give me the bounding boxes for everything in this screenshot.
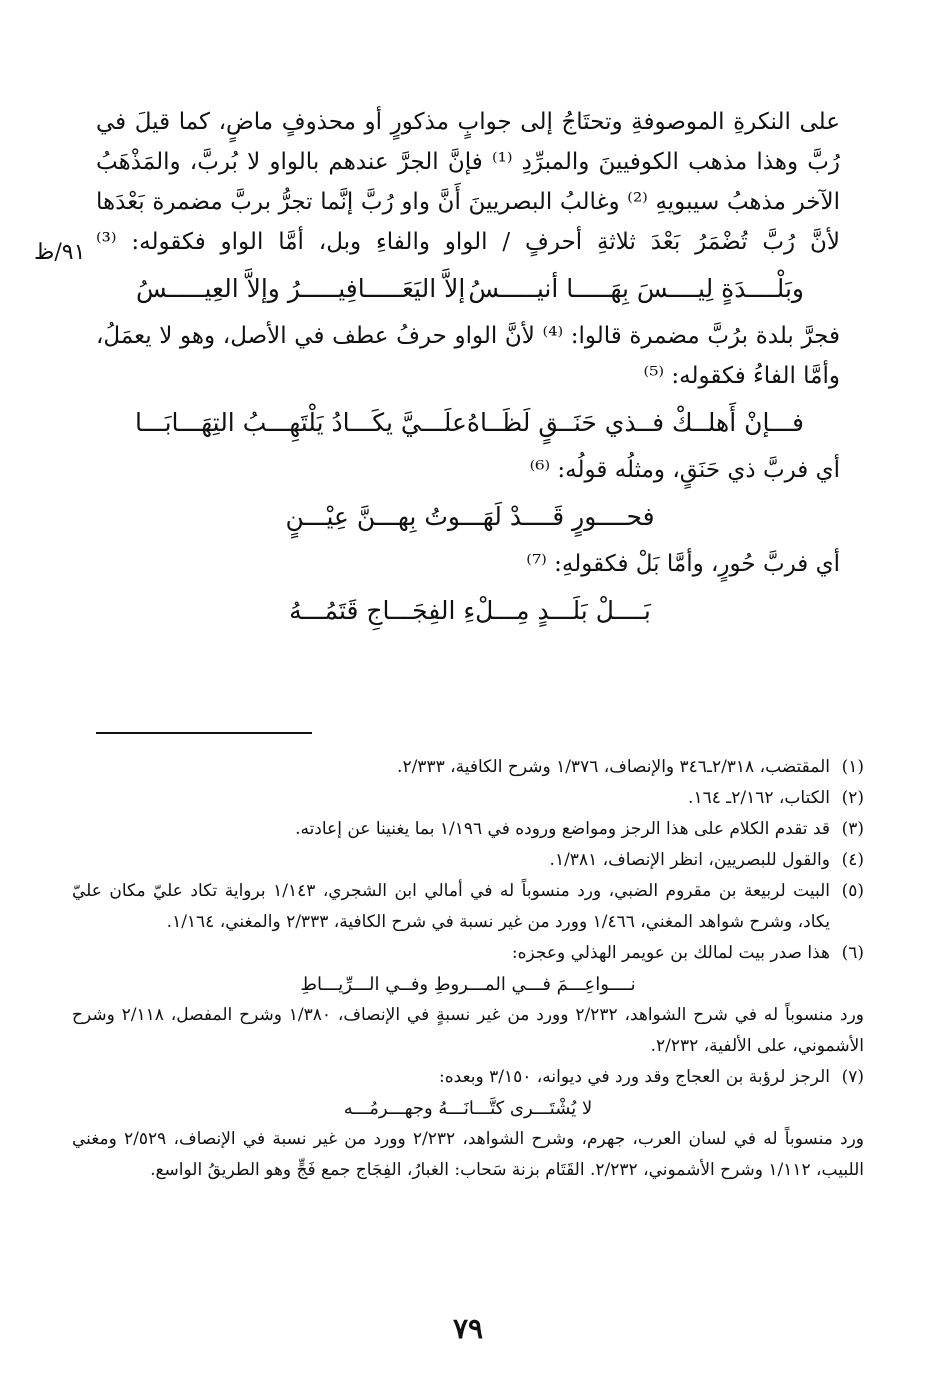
footnote-7-continuation: ورد منسوباً له في لسان العرب، جهرم، وشرح الشواهد، ٢/٢٣٢ وورد من غير نسبة في الإنصاف، ٢/٥٢٩ ومغني اللبيب، ١/١١٢ وشرح الأشموني، ٢/٢٣٢. القَتَام بزنة سَحاب: الغبارُ، الفِجَاج جمع فَجٍّ وهو الطريقُ الواسع. bbox=[72, 1129, 864, 1180]
page-number: ٧٩ bbox=[452, 1312, 484, 1345]
footnote-number: (٧) bbox=[841, 1067, 864, 1087]
footnote-6 bbox=[72, 938, 864, 969]
verse-3 bbox=[136, 490, 804, 544]
manuscript-folio-marker: ٩١/ظ bbox=[34, 240, 86, 265]
paragraph-1: على النكرةِ الموصوفةِ وتحتَاجُ إلى جوابٍ مذكورٍ أو محذوفٍ ماضٍ، كما قيلَ في رُبَّ وهذا مذهب الكوفيينَ والمبرِّدِ ⁽¹⁾ فإنَّ الجرَّ عندهم بالواو لا بُربَّ، والمَذْهَبُ الآخر مذهبُ سيبويهِ ⁽²⁾ وغالبُ البصريينَ أَنَّ واو رُبَّ إنَّما تجرُّ بربَّ مضمرة بَعْدَها لأنَّ رُبَّ تُضْمَرُ بَعْدَ ثلاثةِ أحرفٍ / الواو والفاءِ وبل، أمَّا الواو فكقوله: ⁽³⁾ bbox=[96, 109, 840, 255]
footnote-1 bbox=[72, 752, 864, 783]
verse-3-hemistich: فحــــورٍ قَــــدْ لَهَـــوتُ بِهـــنَّ عِيْـــنٍ bbox=[285, 502, 655, 531]
verse-2-first-hemistich: فـــإنْ أَهلــكْ فــذي حَنَــقٍ لَظَــاهُ bbox=[466, 408, 804, 437]
paragraph-4: أي فربَّ حُورٍ، وأمَّا بَلْ فكقولهِ: ⁽⁷⁾ bbox=[526, 551, 840, 577]
footnote-7 bbox=[72, 1062, 864, 1093]
footnote-7-verse: لا يُشْتَـــرى كتَّـــانَـــهُ وجهـــرمُـــه bbox=[343, 1098, 593, 1119]
verse-2-second-hemistich: علَـــيَّ يكَـــادُ يَلْتَهِـــبُ التِهَـــابَـــا bbox=[134, 408, 467, 437]
footnote-text: هذا صدر بيت لمالك بن عويمر الهذلي وعجزه: bbox=[511, 943, 830, 963]
footnote-6-continuation: ورد منسوباً له في شرح الشواهد، ٢/٢٣٢ وورد من غير نسبةٍ في الإنصاف، ١/٣٨٠ وشرح المفصل، ٢/١١٨ وشرح الأشموني، على الألفية، ٢/٢٣٢. bbox=[72, 1005, 864, 1056]
footnote-3 bbox=[72, 814, 864, 845]
verse-1 bbox=[136, 262, 804, 316]
verse-1-first-hemistich: وبَلْــــدَةٍ لِيــــسَ بِهَـــــا أنيـــــسُ bbox=[468, 274, 804, 303]
footnote-number: (٦) bbox=[841, 943, 864, 963]
footnote-4 bbox=[72, 845, 864, 876]
verse-4-hemistich: بَــــلْ بَلَـــدٍ مِـــلْءِ الفِجَـــاجِ قَتَمُـــهُ bbox=[289, 596, 651, 625]
paragraph-3: أي فربَّ ذي حَنَقٍ، ومثلُه قولُه: ⁽⁶⁾ bbox=[529, 457, 840, 483]
verse-4 bbox=[136, 584, 804, 638]
footnote-number: (٥) bbox=[841, 881, 864, 901]
footnote-text: البيت لربيعة بن مقروم الضبي، ورد منسوباً له في أمالي ابن الشجري، ١/١٤٣ برواية تكاد عليّ مكان عليّ يكاد، وشرح شواهد المغني، ١/٤٦٦ وورد من غير نسبة في شرح الكافية، ٢/٣٣٣ والمغني، ١/١٦٤. bbox=[72, 881, 830, 932]
paragraph-2: فجرَّ بلدة برُبَّ مضمرة قالوا: ⁽⁴⁾ لأنَّ الواو حرفُ عطف في الأصل، وهو لا يعمَلُ، وأمَّا الفاءُ فكقوله: ⁽⁵⁾ bbox=[96, 323, 840, 389]
footnote-number: (٤) bbox=[841, 850, 864, 870]
footnotes bbox=[72, 752, 864, 1186]
footnote-separator bbox=[96, 732, 312, 734]
main-text bbox=[96, 102, 840, 638]
footnote-number: (٣) bbox=[841, 819, 864, 839]
footnote-text: والقول للبصريين، انظر الإنصاف، ١/٣٨١. bbox=[549, 850, 830, 870]
footnote-text: المقتضب، ٢/٣١٨ـ٣٤٦ والإنصاف، ١/٣٧٦ وشرح الكافية، ٢/٣٣٣. bbox=[397, 757, 830, 777]
footnote-text: قد تقدم الكلام على هذا الرجز ومواضع وروده في ١/١٩٦ بما يغنينا عن إعادته. bbox=[295, 819, 830, 839]
footnote-text: الرجز لرؤبة بن العجاج وقد ورد في ديوانه، ٣/١٥٠ وبعده: bbox=[439, 1067, 830, 1087]
footnote-text: الكتاب، ٢/١٦٢ـ ١٦٤. bbox=[688, 788, 830, 808]
verse-1-second-hemistich: إلاَّ اليَعَـــــافِيـــــرُ وإلاَّ العِيـــــسُ bbox=[136, 274, 466, 303]
footnote-5 bbox=[72, 876, 864, 938]
footnote-number: (٢) bbox=[841, 788, 864, 808]
footnote-number: (١) bbox=[841, 757, 864, 777]
footnote-2 bbox=[72, 783, 864, 814]
footnote-6-verse: نــــواعِـــمَ فـــي المـــروطِ وفــي الـــرِّيـــاطِ bbox=[300, 974, 636, 995]
verse-2 bbox=[136, 396, 804, 450]
